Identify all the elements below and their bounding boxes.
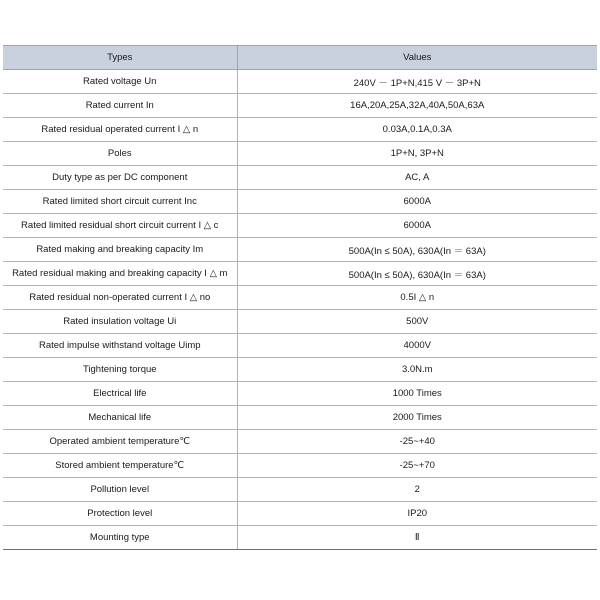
row-type-cell: Electrical life (3, 382, 237, 406)
table-row (3, 310, 597, 334)
header-types: Types (3, 46, 237, 70)
header-row (3, 46, 597, 70)
row-value-cell: 3.0N.m (237, 358, 597, 382)
row-type-cell: Rated limited short circuit current Inc (3, 190, 237, 214)
row-value-cell: 500V (237, 310, 597, 334)
row-value-cell: AC, A (237, 166, 597, 190)
row-type-cell: Pollution level (3, 478, 237, 502)
table-row (3, 286, 597, 310)
row-value-cell: -25~+70 (237, 454, 597, 478)
table-row (3, 358, 597, 382)
row-value-cell: Ⅱ (237, 526, 597, 550)
table-row (3, 526, 597, 550)
row-type-cell: Rated insulation voltage Ui (3, 310, 237, 334)
row-type-cell: Rated limited residual short circuit current I △ c (3, 214, 237, 238)
table-row (3, 406, 597, 430)
header-values: Values (237, 46, 597, 70)
row-value-cell: 500A(In ≤ 50A), 630A(In ＝ 63A) (237, 238, 597, 262)
row-value-cell: 6000A (237, 214, 597, 238)
table-row (3, 238, 597, 262)
table-row (3, 382, 597, 406)
row-type-cell: Rated impulse withstand voltage Uimp (3, 334, 237, 358)
table-header (3, 46, 597, 70)
row-value-cell: 0.5I △ n (237, 286, 597, 310)
table-row (3, 190, 597, 214)
row-type-cell: Mounting type (3, 526, 237, 550)
row-type-cell: Duty type as per DC component (3, 166, 237, 190)
table-row (3, 214, 597, 238)
row-value-cell: 240V － 1P+N,415 V － 3P+N (237, 70, 597, 94)
row-type-cell: Rated current In (3, 94, 237, 118)
table-row (3, 334, 597, 358)
row-value-cell: 500A(In ≤ 50A), 630A(In ＝ 63A) (237, 262, 597, 286)
row-type-cell: Protection level (3, 502, 237, 526)
table-row (3, 262, 597, 286)
row-value-cell: IP20 (237, 502, 597, 526)
table-row (3, 478, 597, 502)
row-type-cell: Rated voltage Un (3, 70, 237, 94)
row-value-cell: 4000V (237, 334, 597, 358)
row-value-cell: 0.03A,0.1A,0.3A (237, 118, 597, 142)
table-body (3, 70, 597, 550)
row-type-cell: Poles (3, 142, 237, 166)
table-row (3, 502, 597, 526)
specification-table (3, 45, 597, 550)
row-value-cell: 2000 Times (237, 406, 597, 430)
table-row (3, 454, 597, 478)
row-value-cell: 16A,20A,25A,32A,40A,50A,63A (237, 94, 597, 118)
table-row (3, 430, 597, 454)
table-row (3, 94, 597, 118)
row-type-cell: Operated ambient temperature℃ (3, 430, 237, 454)
table-row (3, 118, 597, 142)
row-type-cell: Rated residual non-operated current I △ no (3, 286, 237, 310)
row-type-cell: Rated residual operated current I △ n (3, 118, 237, 142)
table-row (3, 142, 597, 166)
row-type-cell: Rated making and breaking capacity Im (3, 238, 237, 262)
row-value-cell: 1000 Times (237, 382, 597, 406)
row-type-cell: Tightening torque (3, 358, 237, 382)
table-row (3, 70, 597, 94)
row-value-cell: 6000A (237, 190, 597, 214)
row-value-cell: -25~+40 (237, 430, 597, 454)
row-type-cell: Mechanical life (3, 406, 237, 430)
row-value-cell: 1P+N, 3P+N (237, 142, 597, 166)
row-type-cell: Rated residual making and breaking capacity I △ m (3, 262, 237, 286)
row-type-cell: Stored ambient temperature℃ (3, 454, 237, 478)
row-value-cell: 2 (237, 478, 597, 502)
table-row (3, 166, 597, 190)
